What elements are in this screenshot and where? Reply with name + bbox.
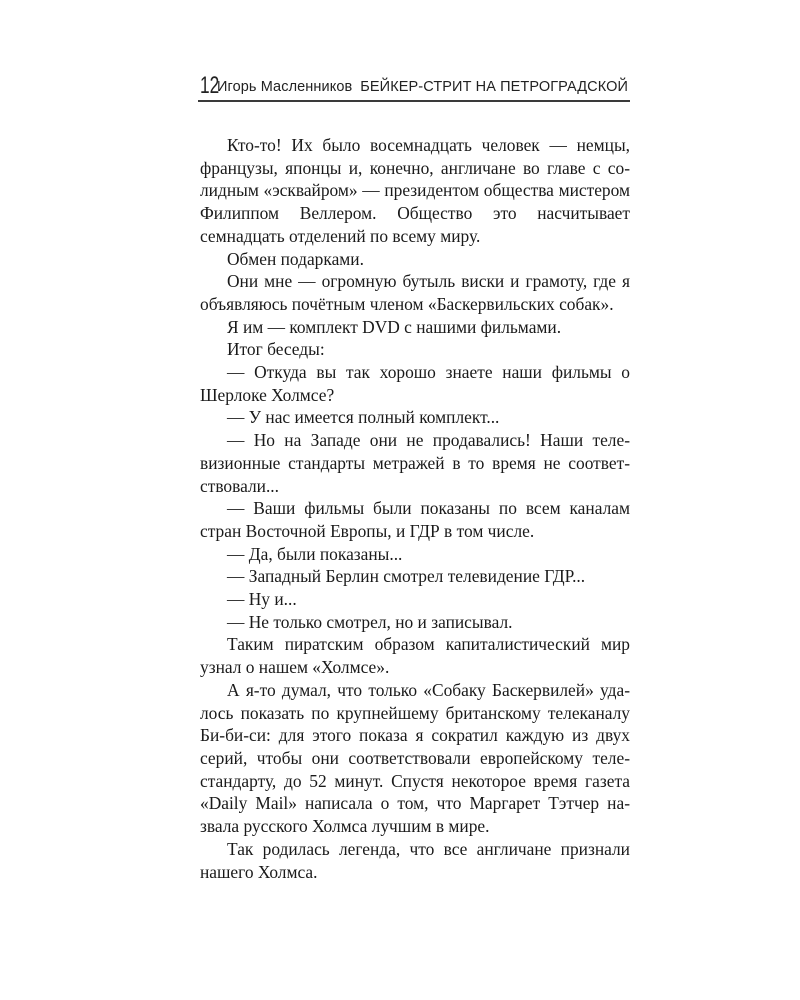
dialogue-line: — Ваши фильмы были показаны по всем каналам стран Восточной Европы, и ГДР в том числе. — [200, 498, 630, 541]
body-text — [200, 134, 630, 883]
paragraph: Кто-то! Их было восемнадцать человек — немцы, французы, японцы и, конечно, англичане во главе с солидным «эсквайром» — президентом общества мистeром Филиппом Веллером. Общество это насчитывает семнадцать отделений по всему миру. — [200, 135, 630, 246]
paragraph: Итог беседы: — [227, 339, 325, 360]
dialogue-line: — У нас имеется полный комплект... — [227, 407, 500, 428]
running-head — [198, 72, 630, 102]
dialogue-line: — Откуда вы так хорошо знаете наши фильмы о Шерлоке Холмсе? — [200, 362, 630, 405]
dialogue-line: — Да, были показаны... — [227, 543, 403, 564]
dialogue-line: — Ну и... — [227, 589, 297, 610]
book-title: БЕЙКЕР-СТРИТ НА ПЕТРОГРАДСКОЙ — [360, 79, 628, 95]
running-head-text — [217, 77, 628, 97]
paragraph: А я-то думал, что только «Собаку Баскервилей» удалось показать по крупнейшему британскому телеканалу Би-би-си: для этого показа я сократил каждую из двух серий, чтобы они соответствовали европейскому телестандарту, до 52 минут. Спустя некоторое время газета «Daily Mail» написала о том, что Маргарет Тэтчер назвала русского Холмса лучшим в мире. — [200, 679, 630, 837]
paragraph: Они мне — огромную бутыль виски и грамоту, где я объявляюсь почётным членом «Баскервильских собак». — [200, 271, 630, 314]
paragraph: Таким пиратским образом капиталистический мир узнал о нашем «Холмсе». — [200, 634, 630, 678]
paragraph: Обмен подарками. — [227, 248, 364, 269]
dialogue-line: — Не только смотрел, но и записывал. — [227, 611, 513, 632]
page-number: 12 — [200, 72, 220, 99]
dialogue-line: — Но на Западе они не продавались! Наши телевизионные стандарты метражей в то время не соответствовали... — [200, 430, 630, 496]
dialogue-line: — Западный Берлин смотрел телевидение ГДР... — [227, 566, 586, 587]
paragraph: Так родилась легенда, что все англичане признали нашего Холмса. — [200, 838, 630, 882]
author-name: Игорь Масленников — [217, 79, 353, 95]
paragraph: Я им — комплект DVD с нашими фильмами. — [227, 316, 562, 337]
